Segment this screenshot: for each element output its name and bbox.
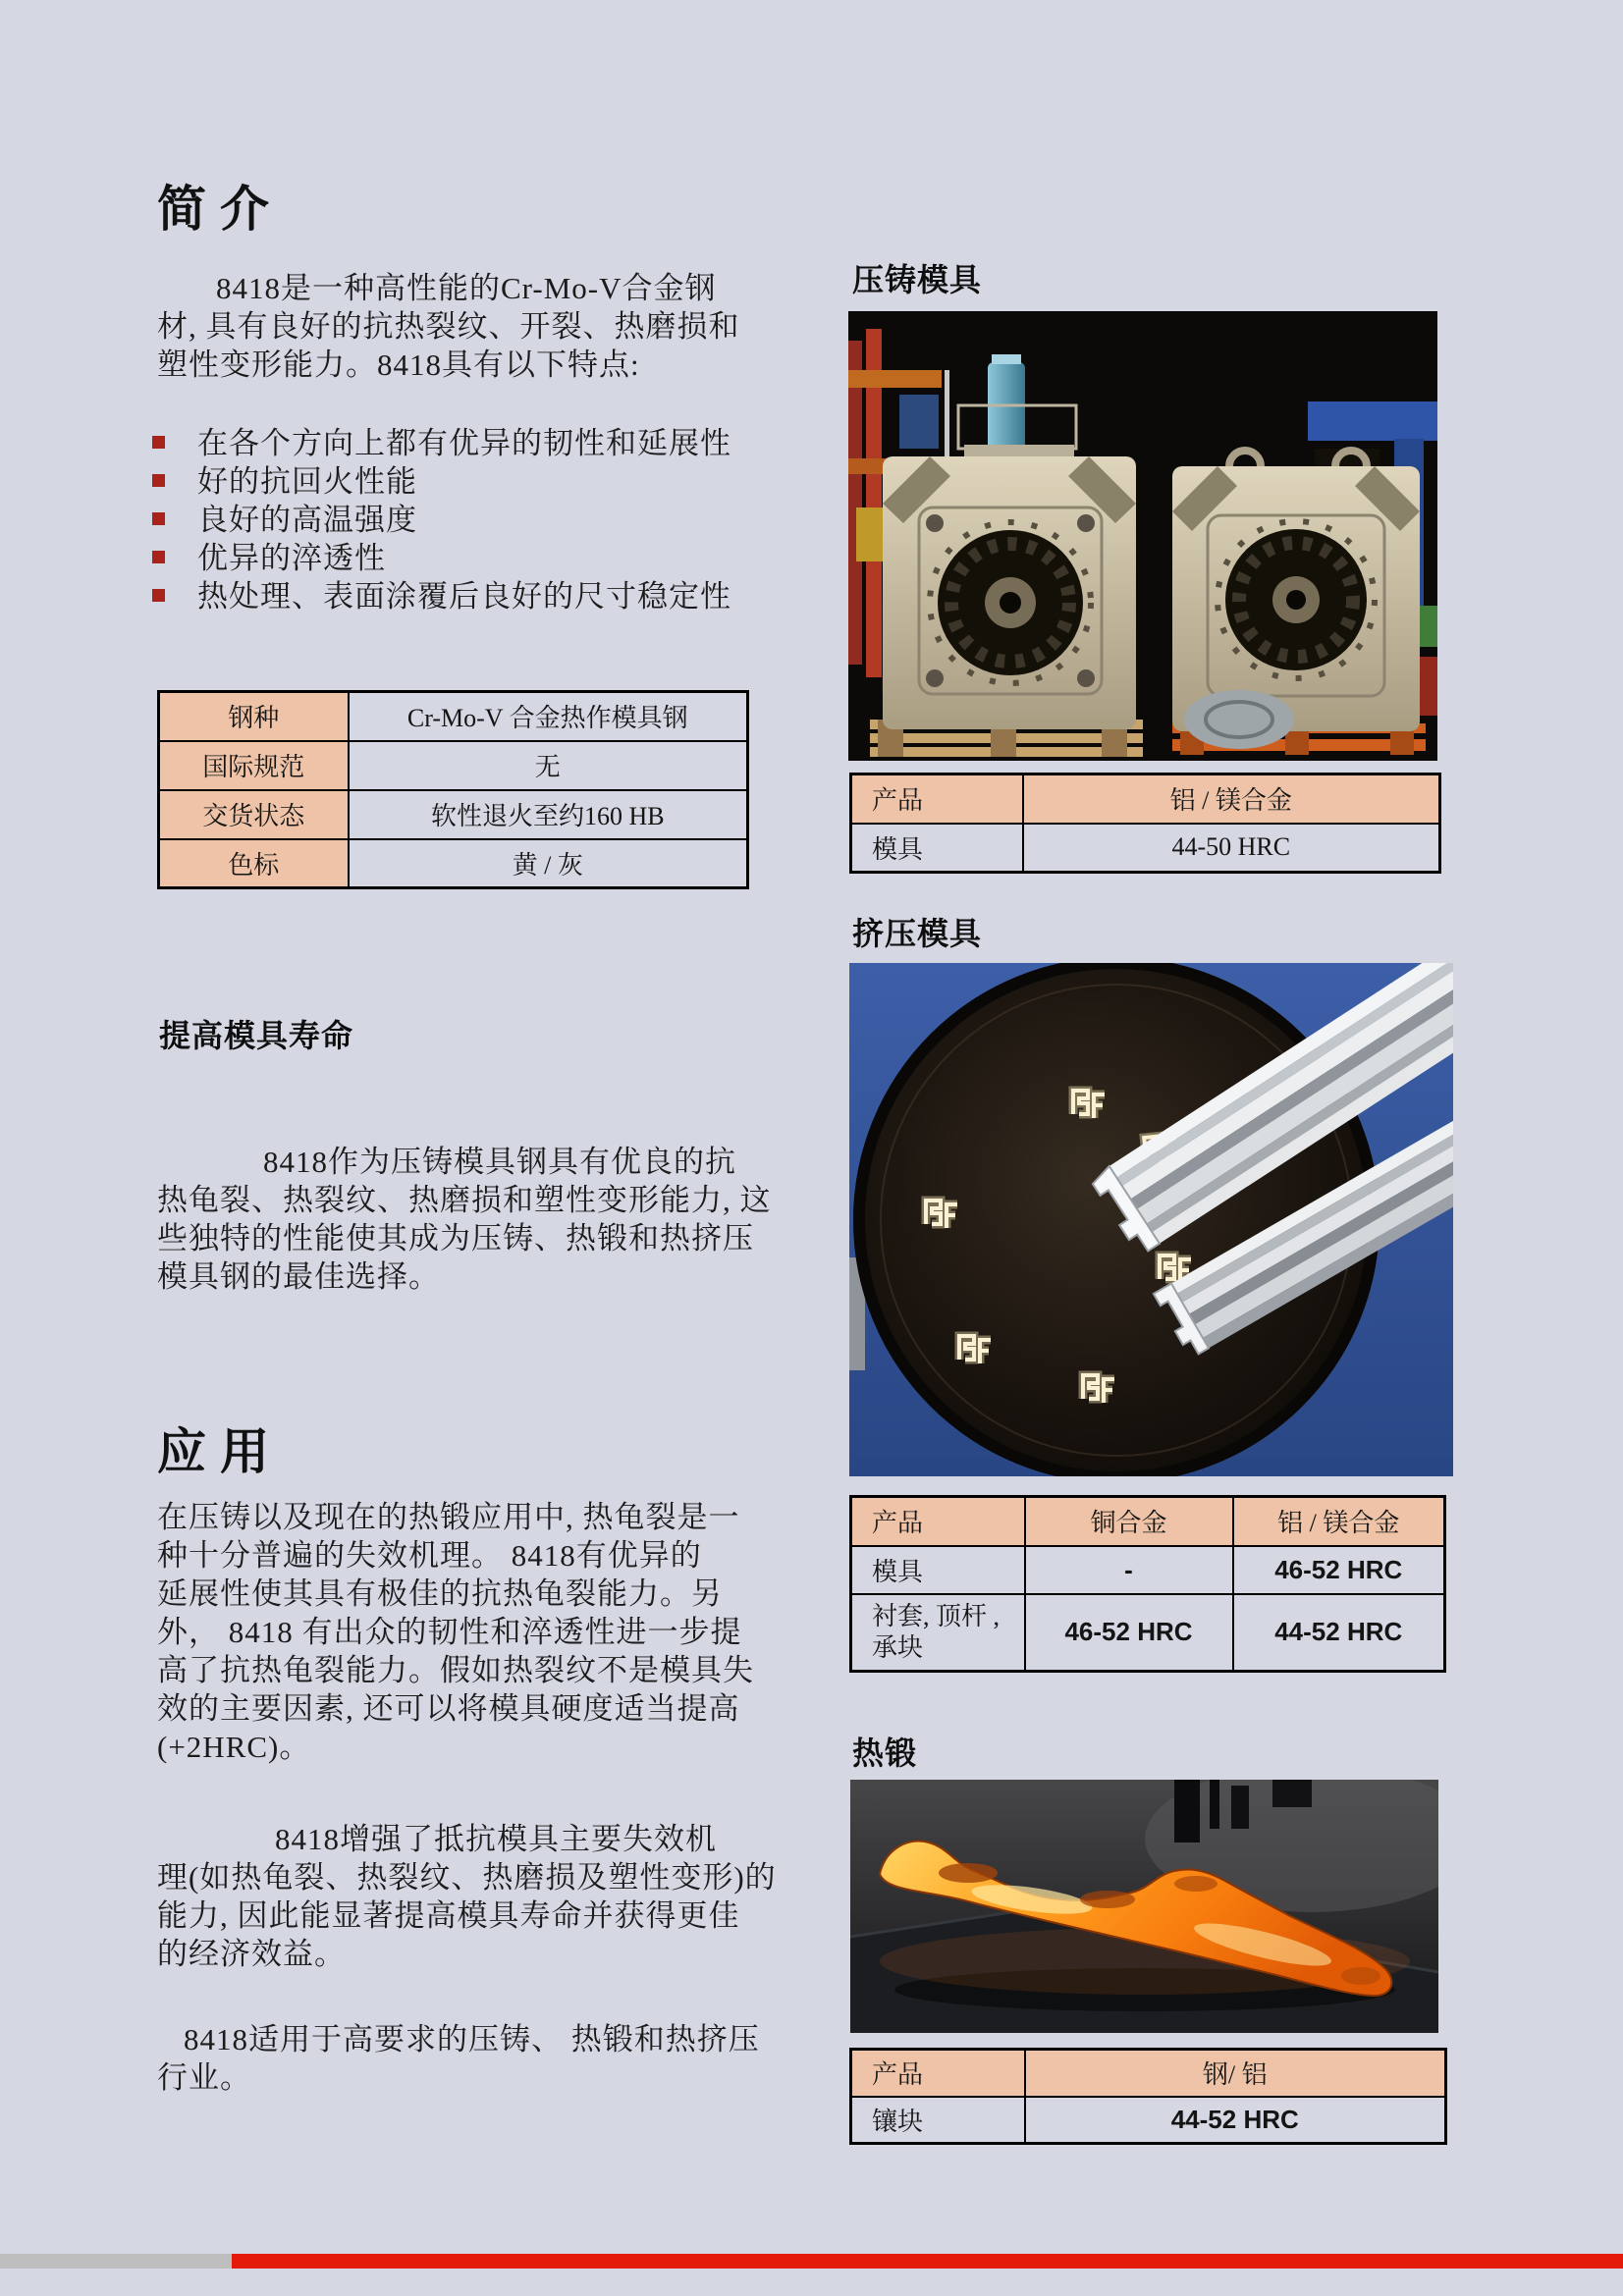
paragraph-line: 模具钢的最佳选择。 [157,1259,440,1294]
paragraph-line: 外， 8418 有出众的韧性和淬透性进一步提 [157,1615,742,1649]
paragraph-line: 的经济效益。 [157,1937,346,1971]
die-casting-table [849,773,1441,874]
bullet-square-icon [152,589,165,602]
application-title: 应用 [157,1424,283,1479]
paragraph-line: (+2HRC)。 [157,1730,311,1764]
table-row [851,824,1440,873]
row-label: 镶块 [851,2097,1025,2144]
row-label: 模具 [851,1546,1025,1594]
feature-bullet-list [152,424,820,615]
bullet-square-icon [152,436,165,449]
paragraph-line: 些独特的性能使其成为压铸、热锻和热挤压 [157,1221,754,1255]
extrusion-die-photo [849,963,1453,1476]
hardness-value: 46-52 HRC [1233,1546,1445,1594]
hardness-value: 44-50 HRC [1023,824,1440,873]
list-item [152,462,820,501]
die-life-paragraph [157,1143,805,1296]
hardness-value: - [1025,1546,1233,1594]
paragraph-line: 材, 具有良好的抗热裂纹、开裂、热磨损和 [157,309,740,344]
table-row [851,1497,1445,1546]
facts-value: Cr-Mo-V 合金热作模具钢 [349,692,748,741]
paragraph-line: 理(如热龟裂、热裂纹、热磨损及塑性变形)的 [157,1860,777,1895]
facts-value: 软性退火至约160 HB [349,790,748,839]
application-paragraph-3 [157,2020,805,2097]
facts-value: 黄 / 灰 [349,839,748,888]
bullet-text: 在各个方向上都有优异的韧性和延展性 [197,426,731,460]
column-header: 铝 / 镁合金 [1023,774,1440,824]
facts-label: 交货状态 [159,790,349,839]
column-header: 产品 [851,1497,1025,1546]
hot-forging-table [849,2048,1447,2145]
table-row [851,1594,1445,1672]
facts-value: 无 [349,741,748,790]
die-casting-molds-photo [848,311,1437,761]
paragraph-line: 8418增强了抵抗模具主要失效机 [275,1822,717,1856]
steel-facts-table [157,690,749,889]
bullet-square-icon [152,474,165,487]
paragraph-line: 塑性变形能力。8418具有以下特点: [157,347,640,382]
extrusion-heading: 挤压模具 [852,916,983,951]
list-item [152,539,820,577]
paragraph-line: 8418是一种高性能的Cr-Mo-V合金钢 [216,271,717,305]
table-row [851,2097,1446,2144]
bullet-square-icon [152,512,165,525]
paragraph-line: 8418作为压铸模具钢具有优良的抗 [263,1145,736,1179]
column-header: 铝 / 镁合金 [1233,1497,1445,1546]
die-casting-heading: 压铸模具 [852,262,983,297]
paragraph-line: 延展性使其具有极佳的抗热龟裂能力。另 [157,1576,723,1611]
paragraph-line: 效的主要因素, 还可以将模具硬度适当提高 [157,1691,740,1726]
hardness-value: 46-52 HRC [1025,1594,1233,1672]
paragraph-line: 能力, 因此能显著提高模具寿命并获得更佳 [157,1898,740,1933]
paragraph-line: 8418适用于高要求的压铸、 热锻和热挤压 [184,2022,760,2056]
table-row [159,839,748,888]
intro-title: 简介 [157,182,283,237]
paragraph-line: 种十分普遍的失效机理。 8418有优异的 [157,1538,702,1573]
die-life-heading: 提高模具寿命 [159,1018,354,1053]
hot-forging-photo [850,1780,1438,2033]
column-header: 产品 [851,2050,1025,2097]
application-paragraph-2 [157,1820,805,1973]
application-paragraph-1 [157,1498,805,1766]
extrusion-table [849,1495,1446,1673]
table-row [851,2050,1446,2097]
table-row [159,692,748,741]
list-item [152,501,820,539]
paragraph-line: 在压铸以及现在的热锻应用中, 热龟裂是一 [157,1500,740,1534]
list-item [152,424,820,462]
table-row [159,741,748,790]
bullet-text: 好的抗回火性能 [197,464,417,499]
paragraph-line: 行业。 [157,2060,251,2095]
hardness-value: 44-52 HRC [1233,1594,1445,1672]
bullet-text: 热处理、表面涂覆后良好的尺寸稳定性 [197,579,731,614]
table-row [851,774,1440,824]
column-header: 铜合金 [1025,1497,1233,1546]
intro-paragraph [157,269,805,384]
bullet-text: 良好的高温强度 [197,503,417,537]
paragraph-line: 高了抗热龟裂能力。假如热裂纹不是模具失 [157,1653,754,1687]
facts-label: 色标 [159,839,349,888]
hot-forging-heading: 热锻 [852,1735,918,1771]
list-item [152,577,820,615]
row-label: 衬套, 顶杆 , 承块 [851,1594,1025,1672]
hardness-value: 44-52 HRC [1025,2097,1446,2144]
facts-label: 钢种 [159,692,349,741]
footer-gray-bar [0,2254,232,2269]
footer-red-bar [232,2254,1623,2269]
bullet-text: 优异的淬透性 [197,541,386,575]
facts-label: 国际规范 [159,741,349,790]
table-row [159,790,748,839]
table-row [851,1546,1445,1594]
column-header: 产品 [851,774,1023,824]
row-label: 模具 [851,824,1023,873]
column-header: 钢/ 铝 [1025,2050,1446,2097]
bullet-square-icon [152,551,165,563]
paragraph-line: 热龟裂、热裂纹、热磨损和塑性变形能力, 这 [157,1183,772,1217]
